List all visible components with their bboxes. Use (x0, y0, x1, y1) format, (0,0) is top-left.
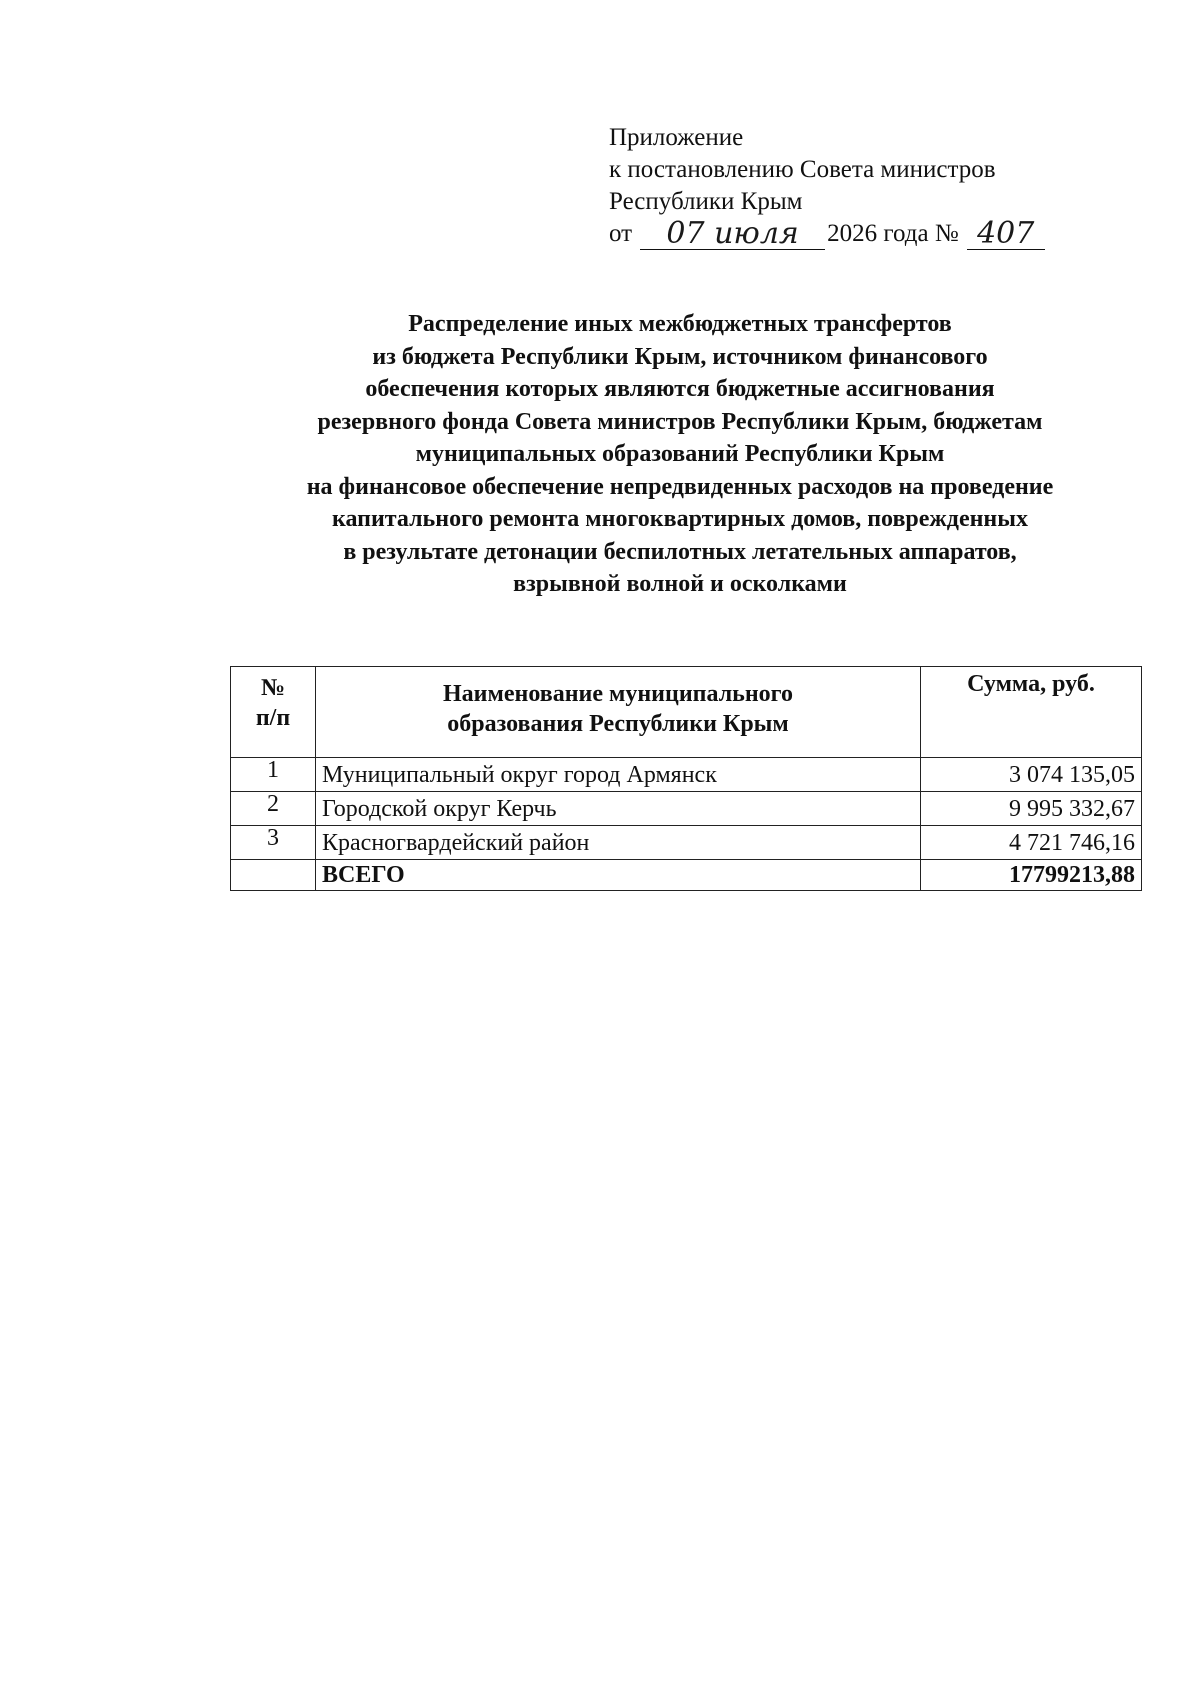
distribution-table (230, 666, 1142, 891)
total-label: ВСЕГО (316, 860, 921, 891)
row-number: 2 (231, 792, 316, 826)
table-header-row (231, 667, 1142, 758)
row-sum: 9 995 332,67 (921, 792, 1142, 826)
table-row (231, 826, 1142, 860)
annex-title: Приложение (609, 124, 744, 151)
header-number-abbr: п/п (255, 705, 291, 731)
year-label: 2026 года № (827, 220, 959, 247)
handwritten-date: 07 июля (640, 219, 825, 250)
header-name (316, 667, 921, 758)
row-sum: 4 721 746,16 (921, 826, 1142, 860)
annex-block (609, 122, 1045, 250)
header-number (231, 667, 316, 758)
title-line: в результате детонации беспилотных летательных аппаратов, (343, 538, 1017, 565)
annex-date-line (609, 218, 1045, 250)
title-line: резервного фонда Совета министров Республики Крым, бюджетам (317, 408, 1043, 435)
row-sum: 3 074 135,05 (921, 758, 1142, 792)
header-name-line: Наименование муниципального (443, 681, 793, 707)
row-name: Муниципальный округ город Армянск (316, 758, 921, 792)
total-sum: 17799213,88 (921, 860, 1142, 891)
row-name: Красногвардейский район (316, 826, 921, 860)
header-name-line: образования Республики Крым (447, 711, 789, 737)
annex-republic-line: Республики Крым (609, 188, 803, 215)
table-total-row (231, 860, 1142, 891)
annex-resolution-line: к постановлению Совета министров (609, 156, 996, 183)
row-number: 3 (231, 826, 316, 860)
table-row (231, 758, 1142, 792)
total-empty-cell (231, 860, 316, 891)
header-number-sign: № (260, 675, 286, 701)
title-line: капитального ремонта многоквартирных домов, поврежденных (331, 506, 1028, 532)
row-name: Городской округ Керчь (316, 792, 921, 826)
document-title (200, 308, 1160, 601)
title-line: муниципальных образований Республики Крым (415, 441, 945, 467)
title-line: Распределение иных межбюджетных трансфертов (408, 311, 952, 337)
row-number: 1 (231, 758, 316, 792)
title-line: из бюджета Республики Крым, источником финансового (372, 343, 988, 370)
title-line: на финансовое обеспечение непредвиденных расходов на проведение (306, 473, 1054, 500)
table-row (231, 792, 1142, 826)
from-label: от (609, 220, 633, 247)
header-sum: Сумма, руб. (921, 667, 1142, 758)
title-line: обеспечения которых являются бюджетные ассигнования (365, 376, 995, 402)
title-line: взрывной волной и осколками (513, 571, 847, 597)
handwritten-number: 407 (967, 219, 1045, 250)
